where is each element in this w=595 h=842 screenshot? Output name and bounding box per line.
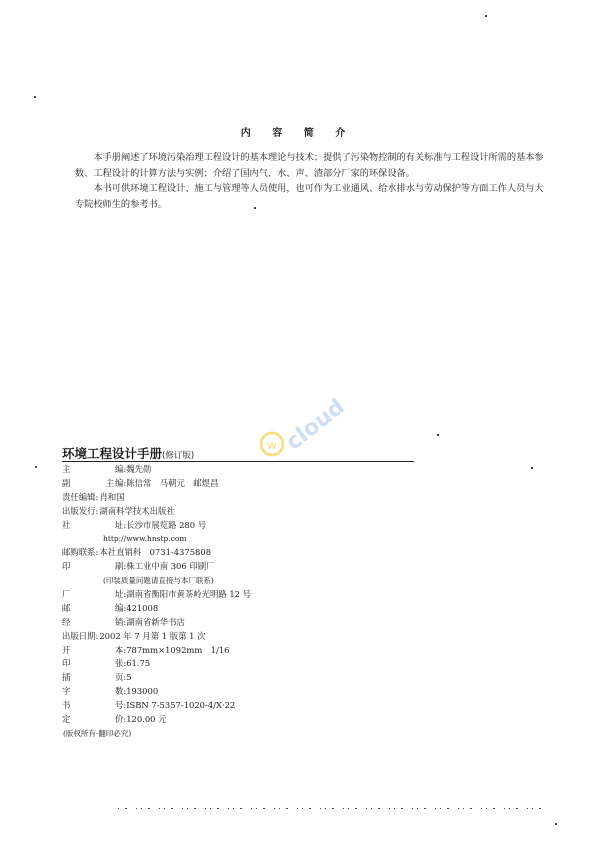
book-title — [62, 444, 194, 462]
scan-speck — [437, 434, 439, 436]
colophon-row-responsible-editor — [62, 491, 422, 505]
colophon-value: 本社直销科 0731-4375808 — [99, 547, 212, 558]
intro-paragraph: 本手册阐述了环境污染治理工程设计的基本理论与技术；提供了污染物控制的有关标准与工程设计所需的基本参数、工程设计的计算方法与实例；介绍了国内气、水、声、渣部分厂家的环保设备。 — [75, 152, 544, 179]
colophon-value: 数:193000 — [115, 686, 159, 697]
colophon-label: 印 — [62, 658, 71, 669]
colophon-value: 编:魏先勋 — [115, 464, 152, 474]
colophon-row-website — [62, 532, 422, 546]
colophon-value: 本:787mm×1092mm 1/16 — [115, 644, 230, 655]
colophon-label: 出版日期: — [62, 630, 99, 641]
colophon-row-associate-editors — [62, 477, 422, 491]
colophon-row-mail-order — [62, 546, 422, 560]
colophon-row-price — [62, 713, 422, 727]
colophon-label: 字 — [62, 686, 71, 697]
intro-body — [75, 150, 545, 212]
book-title-text: 环境工程设计手册 — [62, 446, 163, 461]
colophon-row-address — [62, 519, 422, 533]
colophon-row-isbn — [62, 699, 422, 713]
colophon — [62, 463, 422, 741]
colophon-row-distributor — [62, 616, 422, 630]
colophon-label: 书 — [62, 700, 71, 711]
colophon-value: 号:ISBN 7-5357-1020-4/X·22 — [115, 700, 236, 711]
colophon-row-format — [62, 644, 422, 658]
colophon-label: 插 — [62, 672, 71, 683]
colophon-value: 址:长沙市展览路 280 号 — [115, 519, 207, 530]
colophon-value: 价:120.00 元 — [115, 714, 167, 725]
cloud-watermark-logo — [250, 380, 360, 470]
scan-speck — [34, 96, 36, 98]
book-edition: (修订版) — [162, 451, 195, 461]
scan-speck — [531, 467, 533, 469]
colophon-row-word-count — [62, 685, 422, 699]
colophon-copyright: (版权所有·翻印必究) — [63, 728, 132, 738]
colophon-value: 肖和国 — [99, 491, 125, 502]
scan-dotted-artifact — [118, 807, 548, 810]
colophon-website: http://www.hnstp.com — [103, 534, 187, 544]
colophon-row-postcode — [62, 602, 422, 616]
colophon-row-copyright — [62, 727, 422, 741]
scan-speck — [555, 823, 557, 825]
colophon-label: 邮 — [62, 602, 71, 613]
colophon-row-sheets — [62, 657, 422, 671]
colophon-label: 经 — [62, 616, 71, 627]
watermark-badge-letter: w — [267, 438, 277, 452]
colophon-row-editor — [62, 463, 422, 477]
colophon-value: 湖南科学技术出版社 — [99, 505, 175, 516]
colophon-label: 社 — [62, 519, 71, 530]
colophon-value: 销:湖南省新华书店 — [115, 616, 185, 627]
colophon-print-note: (印装质量问题请直接与本厂联系) — [103, 576, 214, 586]
colophon-row-publisher — [62, 505, 422, 519]
colophon-label: 印 — [62, 561, 71, 572]
scan-speck — [485, 15, 487, 17]
colophon-row-print-note — [62, 574, 422, 588]
colophon-row-edition-date — [62, 630, 422, 644]
colophon-value: 2002 年 7 月第 1 版第 1 次 — [99, 630, 206, 641]
colophon-label: 责任编辑: — [62, 491, 99, 502]
colophon-label: 定 — [62, 714, 71, 725]
colophon-value: 刷:株工业中南 306 印刷厂 — [115, 561, 215, 572]
colophon-value: 张:61.75 — [115, 658, 151, 669]
colophon-value: 址:湖南省衡阳市黄茶岭光明路 12 号 — [115, 589, 252, 600]
colophon-value: 编:421008 — [115, 602, 159, 613]
colophon-label: 开 — [62, 644, 71, 655]
colophon-row-printer — [62, 560, 422, 574]
title-rule — [62, 461, 414, 462]
intro-heading: 内 容 简 介 — [240, 128, 355, 139]
colophon-value: 页:5 — [115, 672, 132, 683]
scan-speck — [35, 466, 37, 468]
colophon-value: 编:陈信常 马朝元 邮煜昌 — [115, 477, 219, 488]
colophon-row-factory-address — [62, 588, 422, 602]
colophon-label: 主 — [62, 464, 71, 474]
intro-paragraph: 本书可供环境工程设计、施工与管理等人员使用，也可作为工业通风、给水排水与劳动保护等方面工作人员与大专院校师生的参考书。 — [75, 183, 544, 210]
colophon-row-inserts — [62, 671, 422, 685]
watermark-text: cloud — [281, 394, 350, 456]
colophon-label: 副 主 — [62, 477, 114, 488]
colophon-label: 厂 — [62, 589, 71, 600]
colophon-label: 出版发行: — [62, 505, 99, 516]
colophon-label: 邮购联系: — [62, 547, 99, 558]
